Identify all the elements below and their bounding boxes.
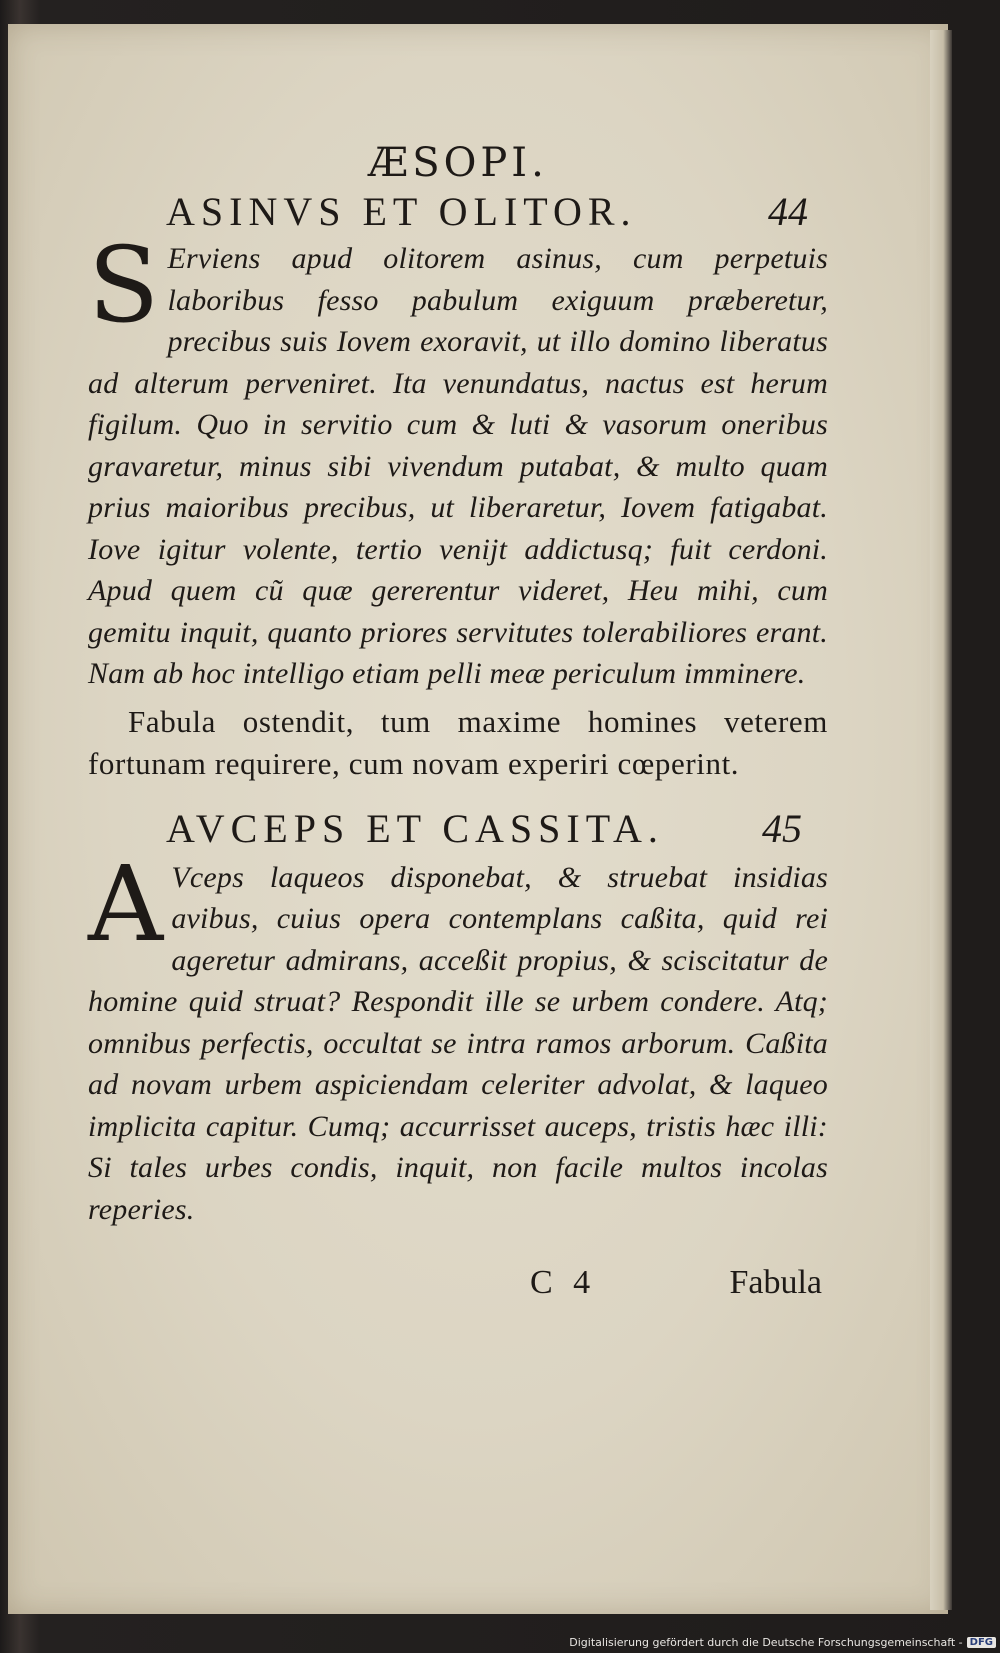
page-footer (88, 1264, 828, 1314)
fable-title-line (88, 188, 828, 238)
drop-cap: A (88, 842, 164, 965)
fable-body-text: Vceps laqueos disponebat, & struebat insidias avibus, cuius opera contemplans caßita, quid rei ageretur admirans, acceßit propius, & sciscitatur de homine quid struat? Respondit ille se urbem condere. Atq; omnibus perfectis, occultat se intra ramos arborum. Caßita ad novam urbem aspiciendam celeriter advolat, & laqueo implicita capitur. Cumq; accurrisset auceps, tristis hæc illi: Si tales urbes condis, inquit, non facile multos incolas reperies. (88, 860, 828, 1226)
fable-body-text: Erviens apud olitorem asinus, cum perpetuis laboribus fesso pabulum exiguum præberetur, precibus suis Iovem exoravit, ut illo domino liberatus ad alterum perveniret. Ita venundatus, nactus est herum figilum. Quo in servitio cum & luti & vasorum oneribus gravaretur, minus sibi vivendum putabat, & multo quam prius maioribus precibus, ut liberaretur, Iovem fatigabat. Iove igitur volente, tertio venijt addictusq; fuit cerdoni. Apud quem cũ quæ gererentur videret, Heu mihi, cum gemitu inquit, quanto priores servitutes tolerabiliores erant. Nam ab hoc intelligo etiam pelli meæ periculum imminere. (88, 242, 828, 690)
catchword: Fabula (729, 1264, 822, 1301)
fable-number: 44 (768, 189, 808, 234)
fable-title: ASINVS ET OLITOR. (166, 189, 637, 234)
credit-text: Digitalisierung gefördert durch die Deutsche Forschungsgemeinschaft - (569, 1635, 963, 1649)
digitization-credit (569, 1633, 996, 1651)
running-head: ÆSOPI. (368, 140, 548, 186)
dfg-logo: DFG (967, 1637, 996, 1648)
fable-number: 45 (762, 805, 802, 851)
fable-title: AVCEPS ET CASSITA. (166, 805, 664, 851)
fable-body (88, 224, 828, 695)
signature-mark: C 4 (530, 1264, 597, 1301)
page-text-block (88, 140, 828, 1314)
fable-body (88, 842, 828, 1231)
fable-moral: Fabula ostendit, tum maxime homines veterem fortunam requirere, cum novam experiri cœperint. (88, 703, 828, 781)
drop-cap: S (88, 224, 160, 346)
page-edge (930, 30, 952, 1610)
fable-title-line (88, 805, 828, 857)
